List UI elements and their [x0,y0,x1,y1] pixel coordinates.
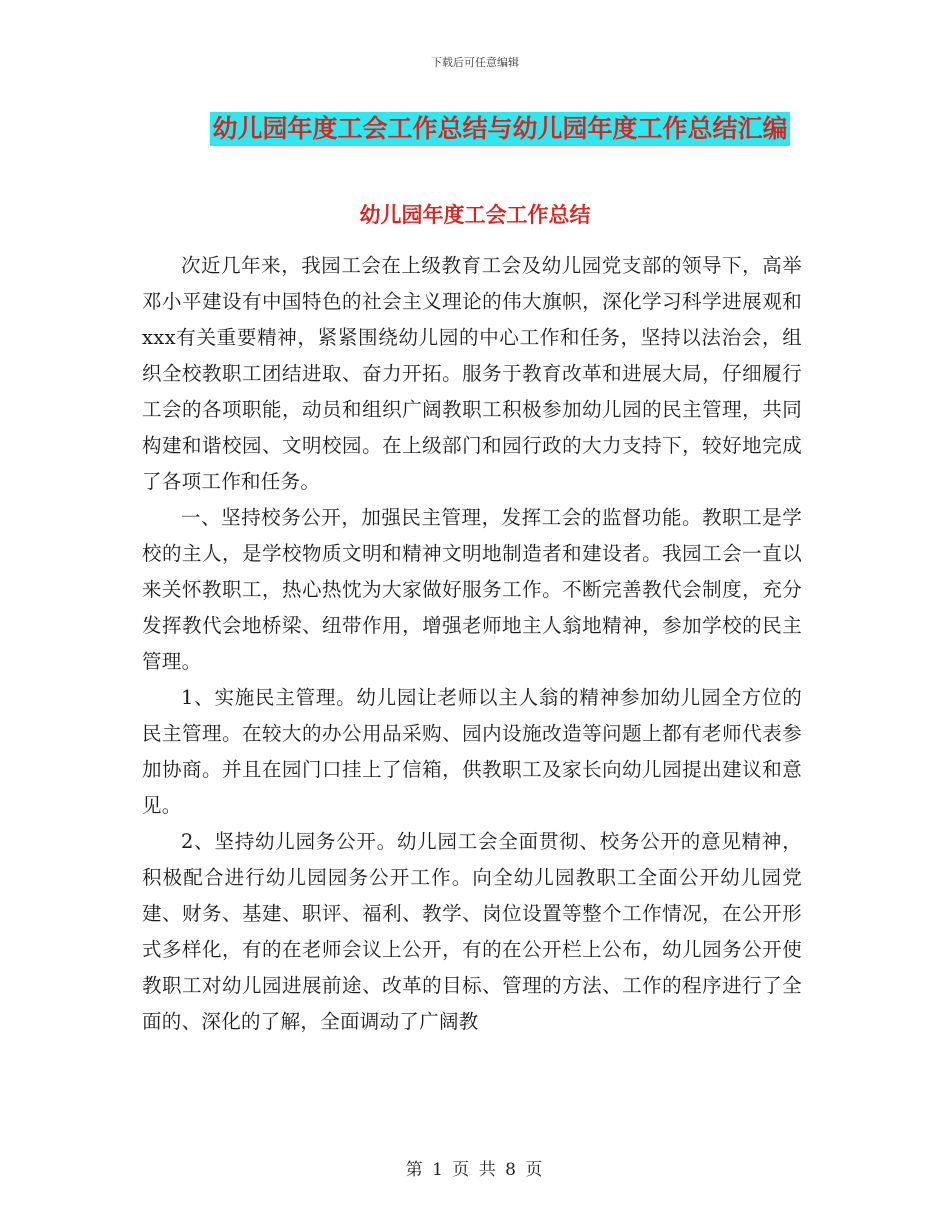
section-title: 幼儿园年度工会工作总结 [359,203,591,227]
document-title: 幼儿园年度工会工作总结与幼儿园年度工作总结汇编 [210,112,789,146]
main-title-container [0,112,950,146]
paragraph-intro: 次近几年来，我园工会在上级教育工会及幼儿园党支部的领导下，高举邓小平建设有中国特色的社会主义理论的伟大旗帜，深化学习科学进展观和xxx有关重要精神，紧紧围绕幼儿园的中心工作和任务，坚持以法治会，组织全校教职工团结进取、奋力开拓。服务于教育改革和进展大局，仔细履行工会的各项职能，动员和组织广阔教职工积极参加幼儿园的民主管理，共同构建和谐校园、文明校园。在上级部门和园行政的大力支持下，较好地完成了各项工作和任务。 [142,254,802,493]
document-body [142,248,802,1040]
paragraph-item-two: 2、坚持幼儿园务公开。幼儿园工会全面贯彻、校务公开的意见精神，积极配合进行幼儿园园务公开工作。向全幼儿园教职工全面公开幼儿园党建、财务、基建、职评、福利、教学、岗位设置等整个工作情况，在公开形式多样化，有的在老师会议上公开，有的在公开栏上公布，幼儿园务公开使教职工对幼儿园进展前途、改革的目标、管理的方法、工作的程序进行了全面的、深化的了解，全面调动了广阔教 [142,830,802,1033]
paragraph-item-one: 1、实施民主管理。幼儿园让老师以主人翁的精神参加幼儿园全方位的民主管理。在较大的办公用品采购、园内设施改造等问题上都有老师代表参加协商。并且在园门口挂上了信箱，供教职工及家长向幼儿园提出建议和意见。 [142,686,802,817]
page-header-note: 下载后可任意编辑 [431,56,519,69]
page-number: 第 1 页 共 8 页 [405,1160,545,1180]
paragraph-section-one: 一、坚持校务公开，加强民主管理，发挥工会的监督功能。教职工是学校的主人，是学校物质文明和精神文明地制造者和建设者。我园工会一直以来关怀教职工，热心热忱为大家做好服务工作。不断完善教代会制度，充分发挥教代会地桥梁、纽带作用，增强老师地主人翁地精神，参加学校的民主管理。 [142,506,802,673]
